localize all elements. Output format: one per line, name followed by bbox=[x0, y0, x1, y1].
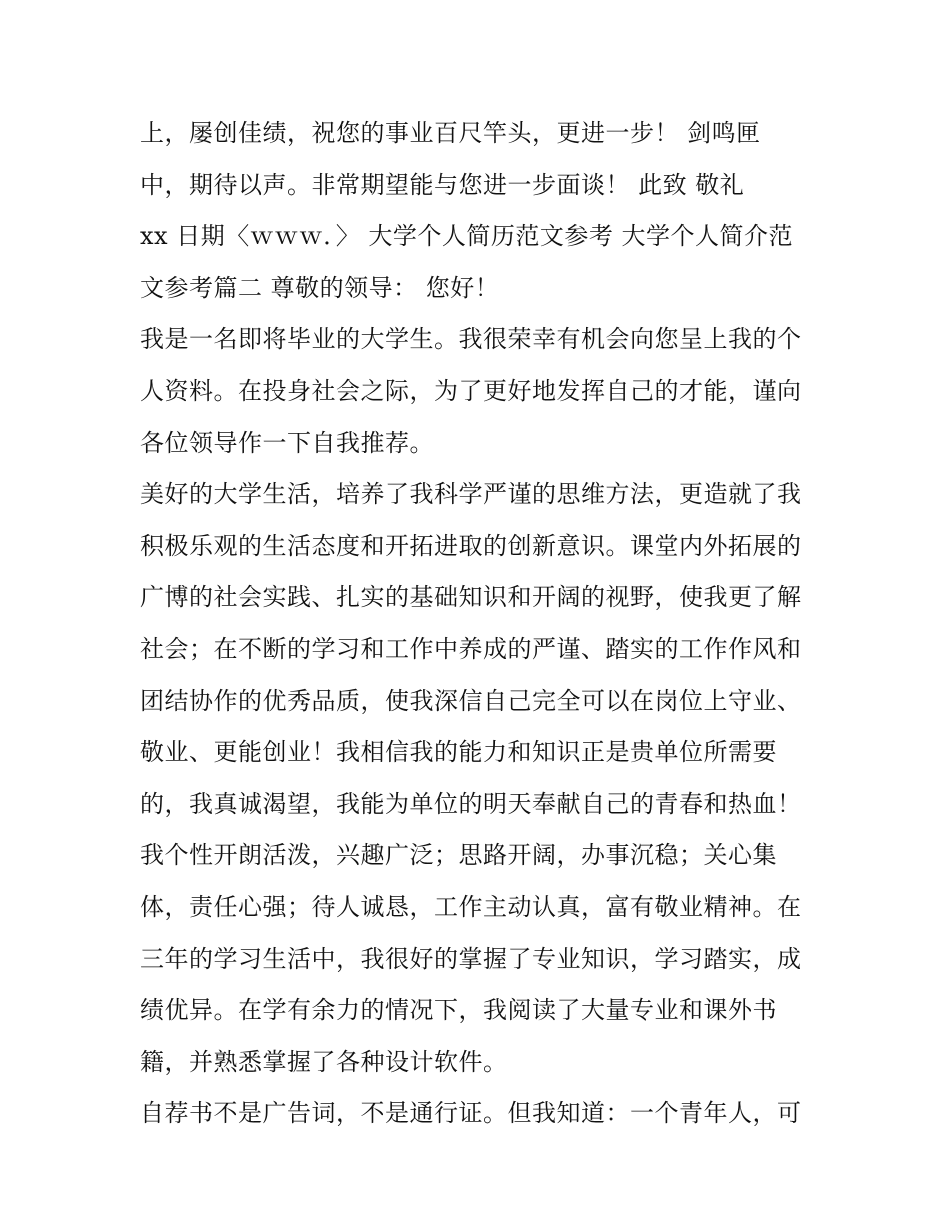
text-line: 人资料。在投身社会之际，为了更好地发挥自己的才能，谨向 bbox=[140, 376, 802, 405]
text-line: 社会；在不断的学习和工作中养成的严谨、踏实的工作作风和 bbox=[140, 634, 802, 663]
text-line: 中，期待以声。非常期望能与您进一步面谈！ 此致 敬礼 bbox=[140, 170, 745, 199]
document-body bbox=[140, 108, 830, 1140]
text-line: xx 日期〈ｗｗｗ．〉 大学个人简历范文参考 大学个人简介范 bbox=[140, 222, 793, 251]
text-line: 广博的社会实践、扎实的基础知识和开阔的视野，使我更了解 bbox=[140, 583, 802, 612]
text-line: 的，我真诚渴望，我能为单位的明天奉献自己的青春和热血！ bbox=[140, 789, 802, 818]
text-line: 文参考篇二 尊敬的领导： 您好！ bbox=[140, 273, 500, 302]
text-line: 我个性开朗活泼，兴趣广泛；思路开阔，办事沉稳；关心集 bbox=[140, 841, 777, 870]
text-line: 各位领导作一下自我推荐。 bbox=[140, 428, 434, 457]
text-line: 积极乐观的生活态度和开拓进取的创新意识。课堂内外拓展的 bbox=[140, 531, 802, 560]
text-line: 上，屡创佳绩，祝您的事业百尺竿头，更进一步！ 剑鸣匣 bbox=[140, 119, 761, 147]
text-line: 团结协作的优秀品质，使我深信自己完全可以在岗位上守业、 bbox=[140, 686, 802, 715]
text-line: 美好的大学生活，培养了我科学严谨的思维方法，更造就了我 bbox=[140, 480, 802, 509]
text-line: 自荐书不是广告词，不是通行证。但我知道：一个青年人，可 bbox=[140, 1099, 802, 1128]
text-line: 三年的学习生活中，我很好的掌握了专业知识，学习踏实，成 bbox=[140, 944, 802, 973]
text-line: 籍，并熟悉掌握了各种设计软件。 bbox=[140, 1047, 508, 1076]
text-line: 敬业、更能创业！我相信我的能力和知识正是贵单位所需要 bbox=[140, 738, 777, 767]
text-line: 我是一名即将毕业的大学生。我很荣幸有机会向您呈上我的个 bbox=[140, 325, 802, 354]
text-line: 绩优异。在学有余力的情况下，我阅读了大量专业和课外书 bbox=[140, 996, 777, 1025]
text-line: 体，责任心强；待人诚恳，工作主动认真，富有敬业精神。在 bbox=[140, 892, 802, 921]
